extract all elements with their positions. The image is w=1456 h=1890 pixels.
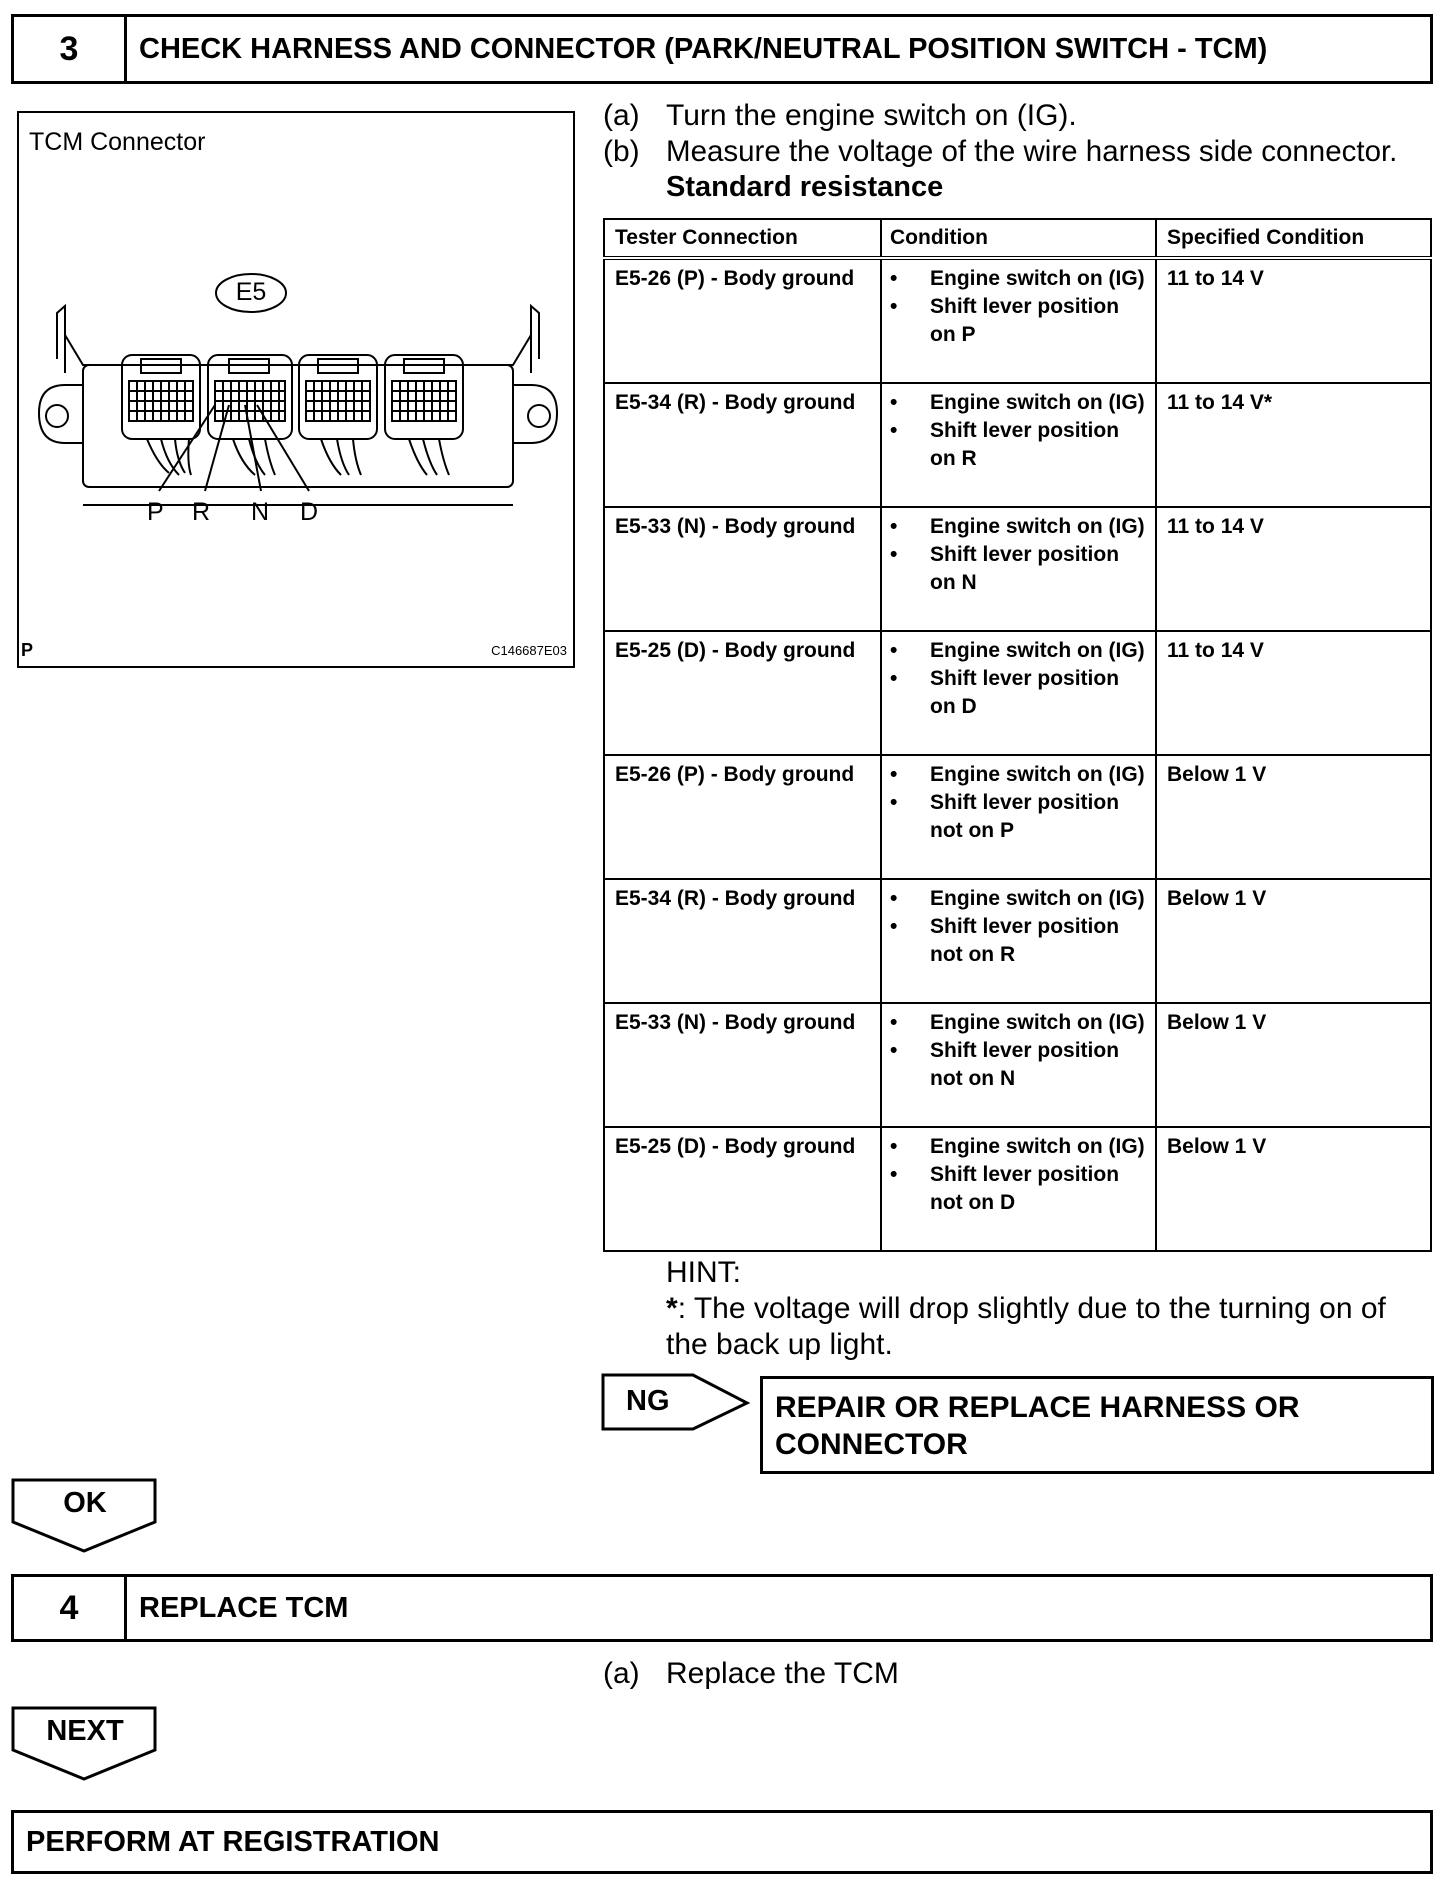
specified-condition: 11 to 14 V — [1156, 258, 1431, 383]
condition-item: Shift lever position not on P — [930, 791, 1120, 842]
table-header: Condition — [881, 219, 1156, 258]
condition-item: Engine switch on (IG) — [930, 267, 1145, 290]
figure-title: TCM Connector — [29, 128, 206, 156]
tester-connection: E5-34 (R) - Body ground — [604, 879, 881, 1003]
tester-connection: E5-25 (D) - Body ground — [604, 1127, 881, 1251]
hint-body: : The voltage will drop slightly due to the turning on of the back up light. — [666, 1292, 1386, 1361]
tester-connection: E5-34 (R) - Body ground — [604, 383, 881, 507]
ok-label: OK — [63, 1487, 107, 1519]
table-row — [604, 1003, 1431, 1127]
step-4-header — [11, 1574, 1433, 1642]
condition: • Engine switch on (IG) • Shift lever position not on N — [881, 1003, 1156, 1127]
hint-text — [666, 1291, 1426, 1363]
condition: • Engine switch on (IG) • Shift lever position not on R — [881, 879, 1156, 1003]
table-row — [604, 507, 1431, 631]
condition: • Engine switch on (IG) • Shift lever position not on D — [881, 1127, 1156, 1251]
step-3-header — [11, 14, 1433, 84]
condition-item: Engine switch on (IG) — [930, 1135, 1145, 1158]
condition-item: Shift lever position on P — [930, 295, 1120, 346]
table-row — [604, 1127, 1431, 1251]
tester-connection: E5-26 (P) - Body ground — [604, 755, 881, 879]
step-title: REPLACE TCM — [139, 1591, 349, 1624]
condition-item: Shift lever position on R — [930, 419, 1120, 470]
condition-item: Shift lever position on D — [930, 667, 1120, 718]
tester-connection: E5-26 (P) - Body ground — [604, 258, 881, 383]
specified-condition: 11 to 14 V* — [1156, 383, 1431, 507]
ng-arrow-icon — [601, 1373, 751, 1433]
condition-item: Shift lever position not on D — [930, 1163, 1120, 1214]
instruction-b-text: Measure the voltage of the wire harness side connector. — [666, 135, 1398, 168]
condition-item: Shift lever position not on N — [930, 1039, 1120, 1090]
instruction-b-label: (b) — [603, 135, 640, 168]
condition-item: Shift lever position on N — [930, 543, 1120, 594]
specified-condition: 11 to 14 V — [1156, 507, 1431, 631]
specified-condition: 11 to 14 V — [1156, 631, 1431, 755]
final-title: PERFORM AT REGISTRATION — [26, 1825, 440, 1858]
condition: • Engine switch on (IG) • Shift lever position on D — [881, 631, 1156, 755]
pin-label-d: D — [300, 498, 319, 526]
figure-corner-mark: P — [21, 640, 34, 660]
instruction-a-label: (a) — [603, 99, 640, 132]
specified-condition: Below 1 V — [1156, 1127, 1431, 1251]
condition-item: Engine switch on (IG) — [930, 515, 1145, 538]
condition-item: Engine switch on (IG) — [930, 639, 1145, 662]
condition: • Engine switch on (IG) • Shift lever position on P — [881, 258, 1156, 383]
pin-label-n: N — [251, 498, 270, 526]
instruction-a-text: Turn the engine switch on (IG). — [666, 99, 1077, 132]
table-row — [604, 879, 1431, 1003]
specified-condition: Below 1 V — [1156, 1003, 1431, 1127]
step-number: 3 — [14, 17, 127, 81]
standard-label: Standard resistance — [666, 171, 944, 203]
hint-label: HINT: — [666, 1256, 741, 1289]
condition: • Engine switch on (IG) • Shift lever position not on P — [881, 755, 1156, 879]
tcm-connector-figure — [17, 111, 575, 668]
pin-label-r: R — [192, 498, 211, 526]
condition: • Engine switch on (IG) • Shift lever position on R — [881, 383, 1156, 507]
ng-label: NG — [626, 1385, 670, 1417]
table-row — [604, 383, 1431, 507]
tcm-connector-diagram — [19, 113, 573, 666]
step-title: CHECK HARNESS AND CONNECTOR (PARK/NEUTRAL POSITION SWITCH - TCM) — [139, 32, 1268, 65]
table-header: Specified Condition — [1156, 219, 1431, 258]
condition-item: Engine switch on (IG) — [930, 763, 1145, 786]
tester-connection: E5-25 (D) - Body ground — [604, 631, 881, 755]
specified-condition: Below 1 V — [1156, 755, 1431, 879]
figure-code: C146687E03 — [491, 643, 567, 658]
connector-label: E5 — [235, 278, 267, 306]
table-row — [604, 631, 1431, 755]
condition-item: Engine switch on (IG) — [930, 1011, 1145, 1034]
ng-action-box: REPAIR OR REPLACE HARNESS OR CONNECTOR — [760, 1376, 1434, 1474]
table-header-row — [604, 219, 1431, 258]
condition-item: Engine switch on (IG) — [930, 887, 1145, 910]
voltage-spec-table — [603, 218, 1432, 1252]
tester-connection: E5-33 (N) - Body ground — [604, 507, 881, 631]
table-header: Tester Connection — [604, 219, 881, 258]
step4-instruction-text: Replace the TCM — [666, 1657, 899, 1690]
final-header — [11, 1810, 1433, 1874]
step-number: 4 — [14, 1577, 127, 1639]
condition: • Engine switch on (IG) • Shift lever position on N — [881, 507, 1156, 631]
condition-item: Shift lever position not on R — [930, 915, 1120, 966]
next-label: NEXT — [46, 1715, 124, 1747]
step4-instruction-label: (a) — [603, 1657, 640, 1690]
hint-star: * — [666, 1292, 678, 1325]
tester-connection: E5-33 (N) - Body ground — [604, 1003, 881, 1127]
pin-label-p: P — [147, 498, 164, 526]
specified-condition: Below 1 V — [1156, 879, 1431, 1003]
table-row — [604, 755, 1431, 879]
condition-item: Engine switch on (IG) — [930, 391, 1145, 414]
table-row — [604, 258, 1431, 383]
